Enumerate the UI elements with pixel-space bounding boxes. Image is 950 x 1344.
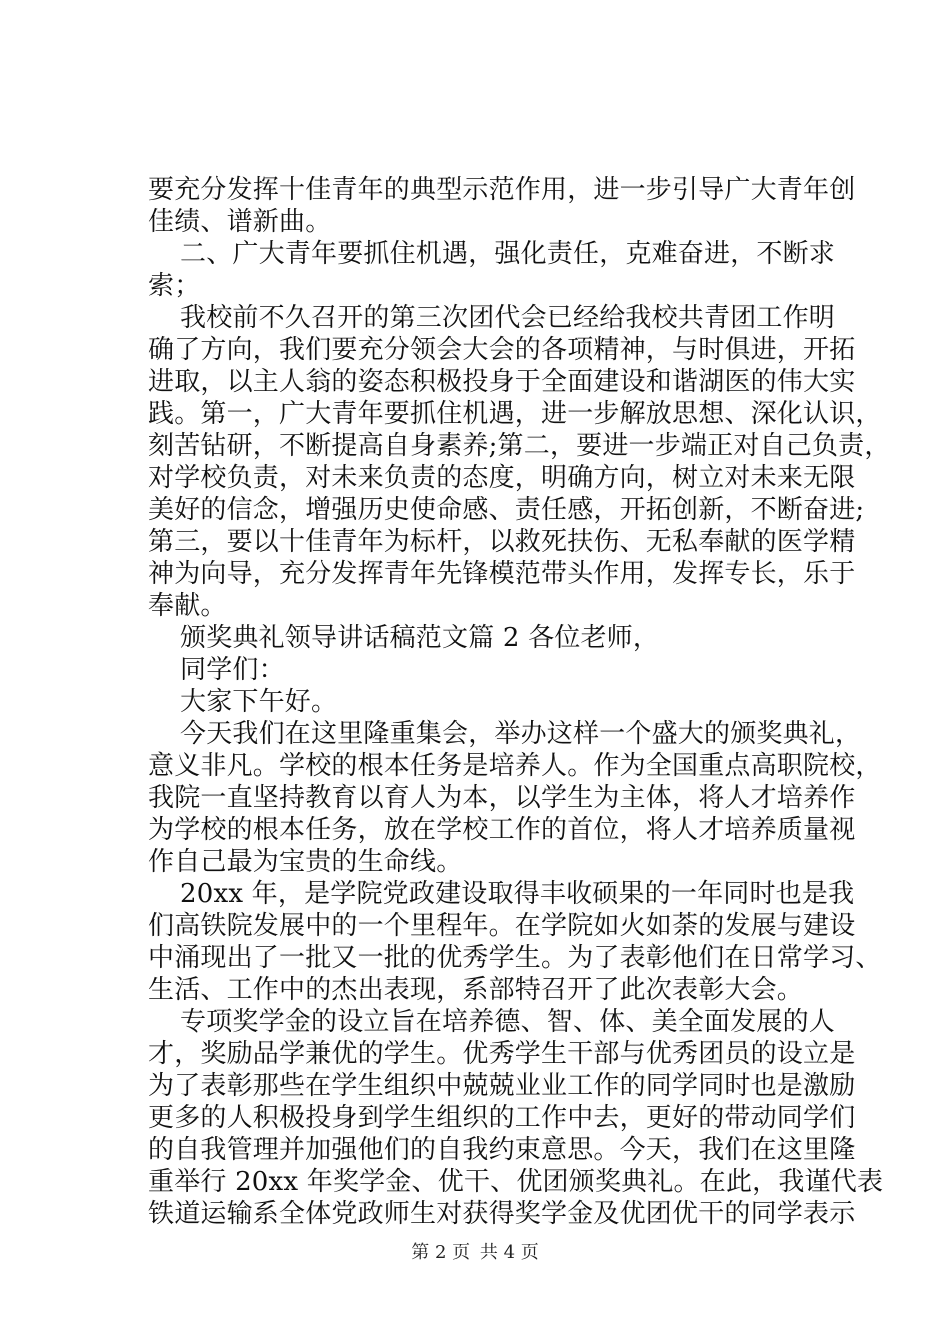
article-title: 颁奖典礼领导讲话稿范文篇 2 各位老师， bbox=[180, 623, 660, 653]
text-line: 索； bbox=[148, 271, 201, 301]
page-total: 共 4 页 bbox=[479, 1242, 539, 1263]
text-line: 进取，以主人翁的姿态积极投身于全面建设和谐湖医的伟大实 bbox=[148, 367, 856, 397]
text-line: 们高铁院发展中的一个里程年。在学院如火如荼的发展与建设 bbox=[148, 911, 856, 941]
text-line: 生活、工作中的杰出表现，系部特召开了此次表彰大会。 bbox=[148, 975, 804, 1005]
text-line: 第三，要以十佳青年为标杆，以救死扶伤、无私奉献的医学精 bbox=[148, 527, 856, 557]
text-line: 才，奖励品学兼优的学生。优秀学生干部与优秀团员的设立是 bbox=[148, 1039, 856, 1069]
text-line: 为了表彰那些在学生组织中兢兢业业工作的同学同时也是激励 bbox=[148, 1071, 856, 1101]
text-line: 意义非凡。学校的根本任务是培养人。作为全国重点高职院校， bbox=[148, 751, 882, 781]
text-line: 铁道运输系全体党政师生对获得奖学金及优团优干的同学表示 bbox=[148, 1199, 856, 1229]
text-line: 奉献。 bbox=[148, 591, 227, 621]
text-line: 我校前不久召开的第三次团代会已经给我校共青团工作明 bbox=[180, 303, 836, 333]
text-line: 我院一直坚持教育以育人为本，以学生为主体，将人才培养作 bbox=[148, 783, 856, 813]
text-line: 佳绩、谱新曲。 bbox=[148, 207, 332, 237]
page-footer bbox=[0, 1242, 950, 1264]
text-line: 神为向导，充分发挥青年先锋模范带头作用，发挥专长，乐于 bbox=[148, 559, 856, 589]
text-line: 重举行 20xx 年奖学金、优干、优团颁奖典礼。在此，我谨代表 bbox=[148, 1167, 884, 1197]
text-line: 更多的人积极投身到学生组织的工作中去，更好的带动同学们 bbox=[148, 1103, 856, 1133]
text-line: 的自我管理并加强他们的自我约束意思。今天，我们在这里隆 bbox=[148, 1135, 856, 1165]
text-line: 20xx 年，是学院党政建设取得丰收硕果的一年同时也是我 bbox=[180, 879, 855, 909]
text-line: 确了方向，我们要充分领会大会的各项精神，与时俱进，开拓 bbox=[148, 335, 856, 365]
text-line: 为学校的根本任务，放在学校工作的首位，将人才培养质量视 bbox=[148, 815, 856, 845]
text-line: 要充分发挥十佳青年的典型示范作用，进一步引导广大青年创 bbox=[148, 175, 856, 205]
text-line: 中涌现出了一批又一批的优秀学生。为了表彰他们在日常学习、 bbox=[148, 943, 882, 973]
page-number: 第 2 页 bbox=[411, 1242, 471, 1263]
text-line: 美好的信念，增强历史使命感、责任感，开拓创新，不断奋进; bbox=[148, 495, 865, 525]
text-line: 专项奖学金的设立旨在培养德、智、体、美全面发展的人 bbox=[180, 1007, 836, 1037]
text-line: 刻苦钻研，不断提高自身素养;第二，要进一步端正对自己负责， bbox=[148, 431, 891, 461]
text-line: 作自己最为宝贵的生命线。 bbox=[148, 847, 463, 877]
text-line: 今天我们在这里隆重集会，举办这样一个盛大的颁奖典礼， bbox=[180, 719, 862, 749]
salutation: 同学们： bbox=[180, 655, 285, 685]
section-heading: 二、广大青年要抓住机遇，强化责任，克难奋进，不断求 bbox=[180, 239, 836, 269]
greeting: 大家下午好。 bbox=[180, 687, 338, 717]
text-line: 践。第一，广大青年要抓住机遇，进一步解放思想、深化认识， bbox=[148, 399, 882, 429]
text-line: 对学校负责，对未来负责的态度，明确方向，树立对未来无限 bbox=[148, 463, 856, 493]
